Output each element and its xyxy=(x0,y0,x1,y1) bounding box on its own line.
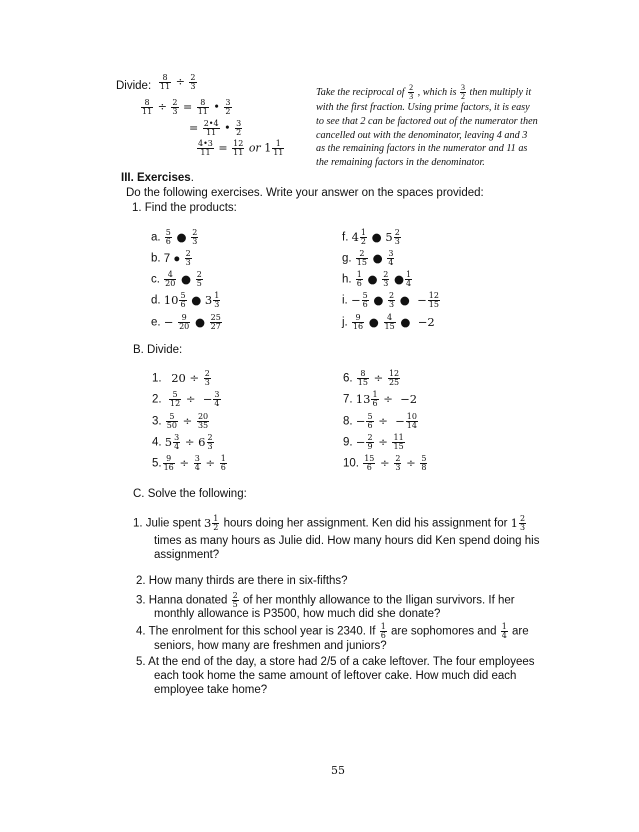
divide-8: 8. − $\frac{5}{6}$ ÷ − $\frac{10}{14}$ xyxy=(343,412,417,430)
exercises-heading: III. Exercises. xyxy=(121,172,194,184)
product-d: d. 10 $\frac{5}{6}$ ● 3 $\frac{1}{3}$ xyxy=(151,291,220,309)
problem-5: 5. At the end of the day, a store had 2/5 of a cake leftover. The four employees xyxy=(136,656,535,668)
product-c: c. $\frac{4}{20}$ ● $\frac{2}{5}$ xyxy=(151,270,202,288)
problem-5-line-3: employee take home? xyxy=(154,684,268,696)
find-products-heading: 1. Find the products: xyxy=(132,202,237,214)
problem-1: 1. Julie spent 3 $\frac{1}{2}$ hours doing her assignment. Ken did his assignment for 1 $\frac{2}{3}$ xyxy=(133,514,526,532)
example-line-1: $\frac{8}{11}$ ÷ $\frac{2}{3}$ = $\frac{8}{11}$ • $\frac{3}{2}$ xyxy=(142,98,231,116)
divide-heading: B. Divide: xyxy=(133,344,183,356)
example-explanation: Take the reciprocal of $\frac{2}{3}$ , which is $\frac{3}{2}$ then multiply it with the first fraction. Using prime factors, it is easy to see that 2 can be factored out of the numerator then cancelled out with the denominator, leaving 4 and 3 as the remaining factors in the numerator and 11 as the remaining factors in the denominator. xyxy=(316,83,538,169)
product-e: e. − $\frac{9}{20}$ ● $\frac{25}{27}$ xyxy=(151,313,221,331)
problem-5-line-2: each took home the same amount of leftover cake. How much did each xyxy=(154,670,517,682)
divide-2: 2. $\frac{5}{12}$ ÷ − $\frac{3}{4}$ xyxy=(152,390,220,408)
divide-10: 10. $\frac{15}{6}$ ÷ $\frac{2}{3}$ ÷ $\frac{5}{8}$ xyxy=(343,454,427,472)
divide-label: Divide: xyxy=(116,80,152,92)
page-number: 55 xyxy=(331,764,345,777)
example-problem: $\frac{8}{11}$ ÷ $\frac{2}{3}$ xyxy=(160,73,196,91)
divide-7: 7. 13 $\frac{1}{6}$ ÷ −2 xyxy=(343,390,418,408)
divide-3: 3. $\frac{5}{50}$ ÷ $\frac{20}{35}$ xyxy=(152,412,209,430)
product-g: g. $\frac{2}{15}$ ● $\frac{3}{4}$ xyxy=(342,249,394,267)
example-line-2: = $\frac{2•4}{11}$ • $\frac{3}{2}$ xyxy=(189,119,242,137)
problem-3-line-2: monthly allowance is P3500, how much did she donate? xyxy=(154,608,441,620)
product-j: j. $\frac{9}{16}$ ● $\frac{4}{15}$ ● −2 xyxy=(342,313,435,331)
product-b: b. 7 ● $\frac{2}{3}$ xyxy=(151,249,191,267)
problem-1-line-3: assignment? xyxy=(154,549,220,561)
exercises-instruction: Do the following exercises. Write your answer on the spaces provided: xyxy=(126,187,484,199)
example-line-3: $\frac{4•3}{11}$ = $\frac{12}{11}$ or 1 $\frac{1}{11}$ xyxy=(198,139,284,157)
problem-2: 2. How many thirds are there in six-fifths? xyxy=(136,575,348,587)
problem-4-line-2: seniors, how many are freshmen and juniors? xyxy=(154,640,387,652)
divide-9: 9. − $\frac{2}{9}$ ÷ $\frac{11}{15}$ xyxy=(343,433,404,451)
problem-3: 3. Hanna donated $\frac{2}{5}$ of her monthly allowance to the Iligan survivors. If her xyxy=(136,591,515,609)
solve-heading: C. Solve the following: xyxy=(133,488,247,500)
product-h: h. $\frac{1}{6}$ ● $\frac{2}{3}$ ● $\frac{1}{4}$ xyxy=(342,270,412,288)
divide-6: 6. $\frac{8}{15}$ ÷ $\frac{12}{25}$ xyxy=(343,369,400,387)
product-a: a. $\frac{5}{6}$ ● $\frac{2}{3}$ xyxy=(151,228,198,246)
divide-5: 5. $\frac{9}{16}$ ÷ $\frac{3}{4}$ ÷ $\frac{1}{6}$ xyxy=(152,454,226,472)
problem-4: 4. The enrolment for this school year is 2340. If $\frac{1}{6}$ are sophomores and $\frac{1}{4}$ are xyxy=(136,622,529,640)
product-f: f. 4 $\frac{1}{2}$ ● 5 $\frac{2}{3}$ xyxy=(342,228,400,246)
divide-4: 4. 5 $\frac{3}{4}$ ÷ 6 $\frac{2}{3}$ xyxy=(152,433,213,451)
problem-1-line-2: times as many hours as Julie did. How many hours did Ken spend doing his xyxy=(154,535,540,547)
divide-1: 1. 20 ÷ $\frac{2}{3}$ xyxy=(152,369,210,387)
product-i: i. − $\frac{5}{6}$ ● $\frac{2}{3}$ ● − $\frac{12}{15}$ xyxy=(342,291,439,309)
